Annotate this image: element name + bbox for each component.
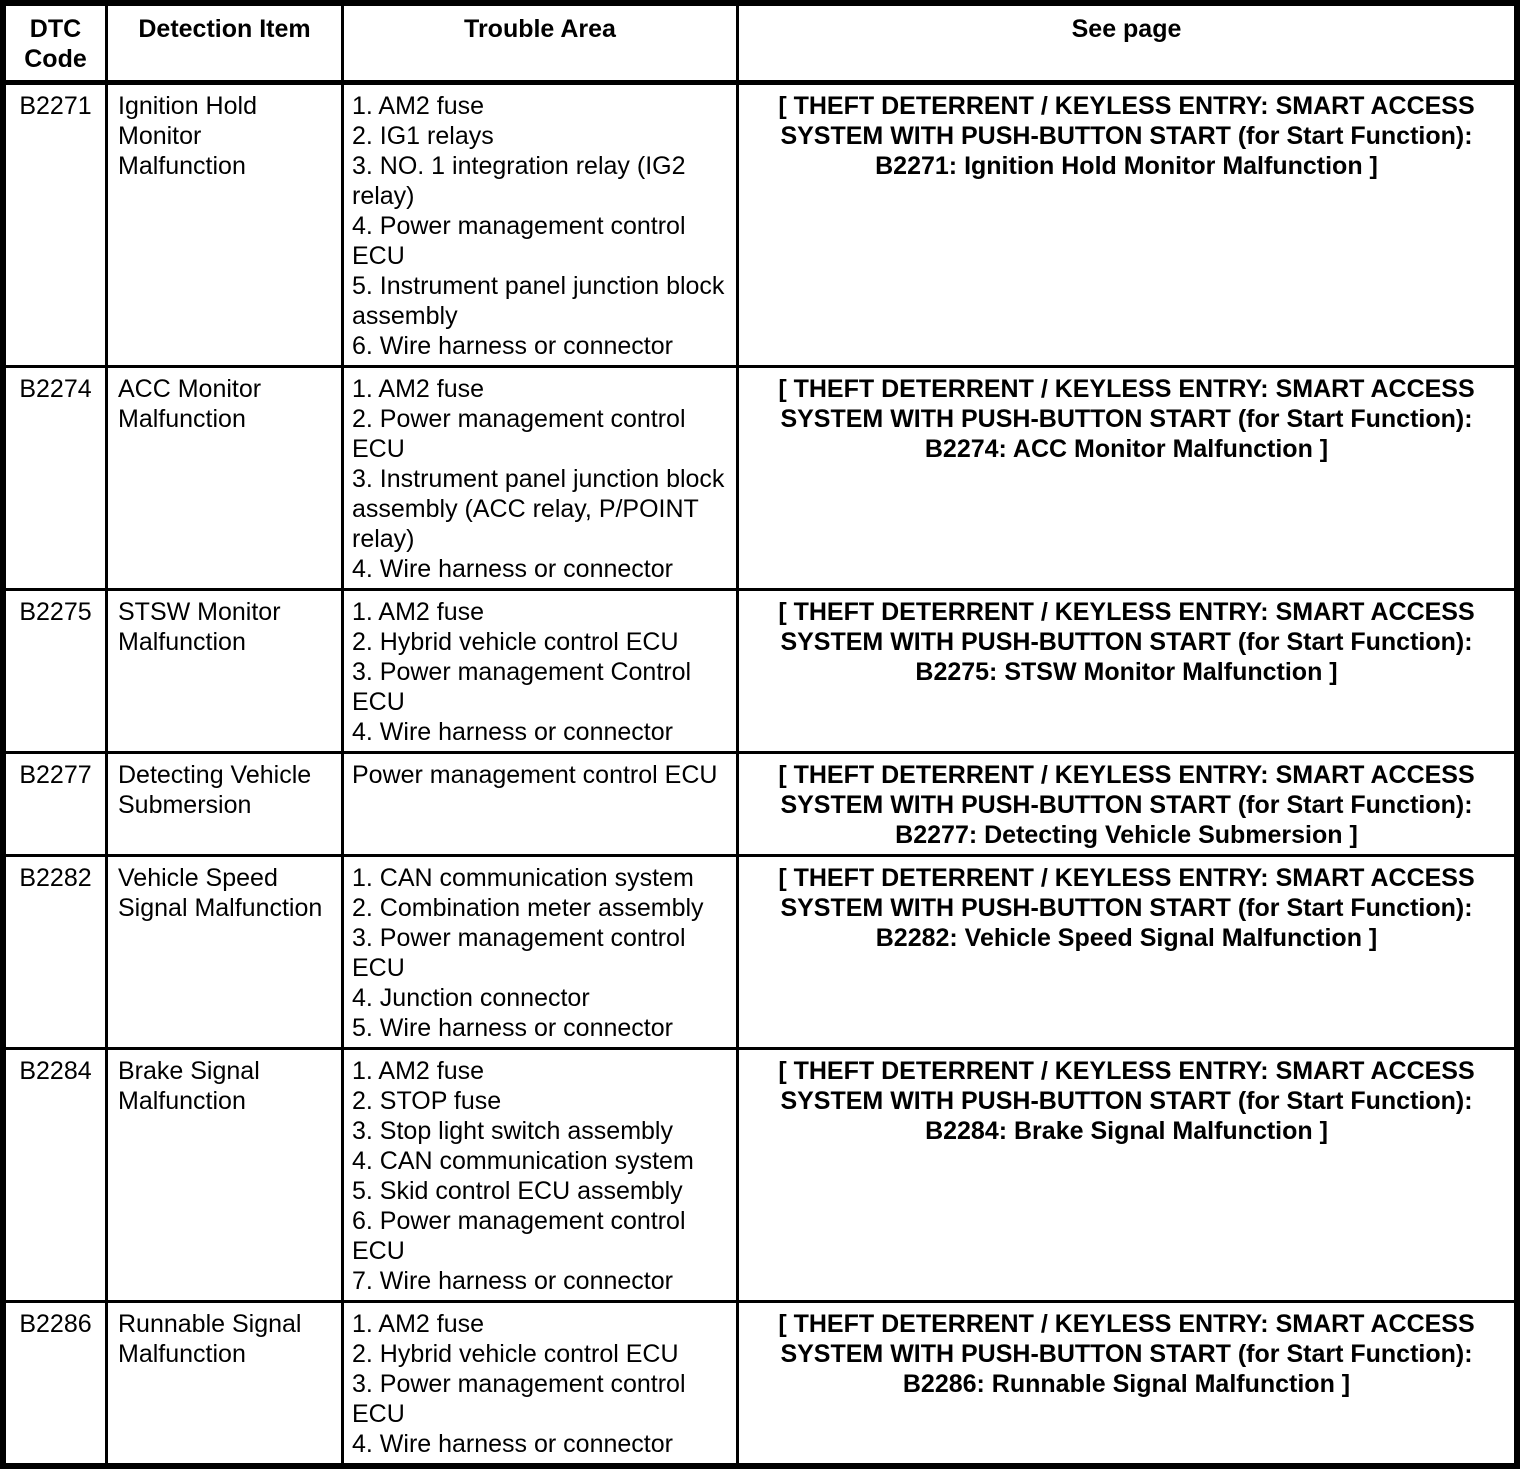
detection-item-cell: Detecting Vehicle Submersion [108, 754, 344, 857]
trouble-area-cell [344, 1303, 739, 1463]
col-header-see-page: See page [739, 6, 1514, 85]
text-line: 4. Wire harness or connector [352, 1430, 673, 1458]
dtc-code-cell: B2275 [6, 591, 108, 754]
table-row [6, 368, 1514, 591]
text-line: 4. Power management control ECU [352, 212, 686, 270]
text-line: SYSTEM WITH PUSH-BUTTON START (for Start Function): [780, 1087, 1473, 1115]
text-line: 2. Hybrid vehicle control ECU [352, 628, 679, 656]
trouble-area-cell [344, 85, 739, 368]
detection-item-cell: Vehicle Speed Signal Malfunction [108, 857, 344, 1050]
see-page-cell [739, 1303, 1514, 1463]
text-line: 3. NO. 1 integration relay (IG2 relay) [352, 152, 686, 210]
text-line: SYSTEM WITH PUSH-BUTTON START (for Start Function): [780, 628, 1473, 656]
detection-item-cell: Ignition Hold Monitor Malfunction [108, 85, 344, 368]
trouble-area-cell [344, 1050, 739, 1303]
text-line: [ THEFT DETERRENT / KEYLESS ENTRY: SMART ACCESS [778, 1057, 1475, 1085]
text-line: 6. Wire harness or connector [352, 332, 673, 360]
see-page-cell [739, 591, 1514, 754]
col-header-trouble-area: Trouble Area [344, 6, 739, 85]
see-page-cell [739, 368, 1514, 591]
text-line: [ THEFT DETERRENT / KEYLESS ENTRY: SMART ACCESS [778, 1310, 1475, 1338]
text-line: SYSTEM WITH PUSH-BUTTON START (for Start Function): [780, 791, 1473, 819]
text-line: 3. Stop light switch assembly [352, 1117, 673, 1145]
text-line: 4. Wire harness or connector [352, 555, 673, 583]
see-page-link[interactable] [751, 863, 1502, 953]
table-row [6, 85, 1514, 368]
detection-item-cell: Brake Signal Malfunction [108, 1050, 344, 1303]
text-line: 3. Power management Control ECU [352, 658, 692, 716]
text-line: B2275: STSW Monitor Malfunction ] [915, 658, 1338, 686]
text-line: 4. Wire harness or connector [352, 718, 673, 746]
text-line: Power management control ECU [352, 761, 718, 789]
see-page-link[interactable] [751, 760, 1502, 850]
trouble-area-cell [344, 591, 739, 754]
text-line: B2286: Runnable Signal Malfunction ] [902, 1370, 1351, 1398]
text-line: 1. AM2 fuse [352, 1310, 485, 1338]
text-line: 5. Instrument panel junction block assembly [352, 272, 725, 330]
text-line: 1. AM2 fuse [352, 1057, 485, 1085]
text-line: SYSTEM WITH PUSH-BUTTON START (for Start Function): [780, 894, 1473, 922]
dtc-code-cell: B2274 [6, 368, 108, 591]
see-page-link[interactable] [751, 1309, 1502, 1399]
detection-item-cell: STSW Monitor Malfunction [108, 591, 344, 754]
see-page-cell [739, 1050, 1514, 1303]
text-line: 4. Junction connector [352, 984, 590, 1012]
table-row [6, 591, 1514, 754]
text-line: SYSTEM WITH PUSH-BUTTON START (for Start Function): [780, 1340, 1473, 1368]
text-line: B2271: Ignition Hold Monitor Malfunction ] [875, 152, 1378, 180]
trouble-area-cell [344, 368, 739, 591]
col-header-detection-item: Detection Item [108, 6, 344, 85]
see-page-cell [739, 754, 1514, 857]
table-row [6, 1050, 1514, 1303]
see-page-link[interactable] [751, 1056, 1502, 1146]
table-row [6, 857, 1514, 1050]
text-line: SYSTEM WITH PUSH-BUTTON START (for Start Function): [780, 405, 1473, 433]
col-header-dtc-code: DTC Code [6, 6, 108, 85]
dtc-code-cell: B2286 [6, 1303, 108, 1463]
text-line: [ THEFT DETERRENT / KEYLESS ENTRY: SMART ACCESS [778, 864, 1475, 892]
text-line: 3. Power management control ECU [352, 924, 686, 982]
dtc-code-cell: B2284 [6, 1050, 108, 1303]
text-line: 1. AM2 fuse [352, 92, 485, 120]
text-line: 2. Combination meter assembly [352, 894, 704, 922]
text-line: SYSTEM WITH PUSH-BUTTON START (for Start Function): [780, 122, 1473, 150]
text-line: 2. IG1 relays [352, 122, 494, 150]
trouble-area-cell [344, 857, 739, 1050]
text-line: B2274: ACC Monitor Malfunction ] [924, 435, 1329, 463]
detection-item-cell: ACC Monitor Malfunction [108, 368, 344, 591]
see-page-link[interactable] [751, 597, 1502, 687]
detection-item-cell: Runnable Signal Malfunction [108, 1303, 344, 1463]
text-line: B2284: Brake Signal Malfunction ] [925, 1117, 1328, 1145]
text-line: 2. STOP fuse [352, 1087, 502, 1115]
dtc-code-cell: B2271 [6, 85, 108, 368]
text-line: 5. Skid control ECU assembly [352, 1177, 683, 1205]
header-row [6, 6, 1514, 85]
table-row [6, 754, 1514, 857]
text-line: [ THEFT DETERRENT / KEYLESS ENTRY: SMART ACCESS [778, 92, 1475, 120]
text-line: 1. AM2 fuse [352, 598, 485, 626]
text-line: 3. Instrument panel junction block assembly (ACC relay, P/POINT relay) [352, 465, 725, 553]
see-page-link[interactable] [751, 91, 1502, 181]
text-line: 2. Hybrid vehicle control ECU [352, 1340, 679, 1368]
text-line: 7. Wire harness or connector [352, 1267, 673, 1295]
text-line: B2282: Vehicle Speed Signal Malfunction ] [875, 924, 1378, 952]
trouble-area-cell [344, 754, 739, 857]
dtc-code-cell: B2282 [6, 857, 108, 1050]
text-line: 4. CAN communication system [352, 1147, 694, 1175]
see-page-cell [739, 85, 1514, 368]
text-line: 2. Power management control ECU [352, 405, 686, 463]
table-row [6, 1303, 1514, 1463]
text-line: 3. Power management control ECU [352, 1370, 686, 1428]
text-line: [ THEFT DETERRENT / KEYLESS ENTRY: SMART ACCESS [778, 598, 1475, 626]
text-line: 1. CAN communication system [352, 864, 694, 892]
text-line: [ THEFT DETERRENT / KEYLESS ENTRY: SMART ACCESS [778, 375, 1475, 403]
text-line: 1. AM2 fuse [352, 375, 485, 403]
text-line: B2277: Detecting Vehicle Submersion ] [895, 821, 1358, 849]
text-line: 6. Power management control ECU [352, 1207, 686, 1265]
see-page-cell [739, 857, 1514, 1050]
dtc-code-cell: B2277 [6, 754, 108, 857]
text-line: 5. Wire harness or connector [352, 1014, 673, 1042]
text-line: [ THEFT DETERRENT / KEYLESS ENTRY: SMART ACCESS [778, 761, 1475, 789]
see-page-link[interactable] [751, 374, 1502, 464]
